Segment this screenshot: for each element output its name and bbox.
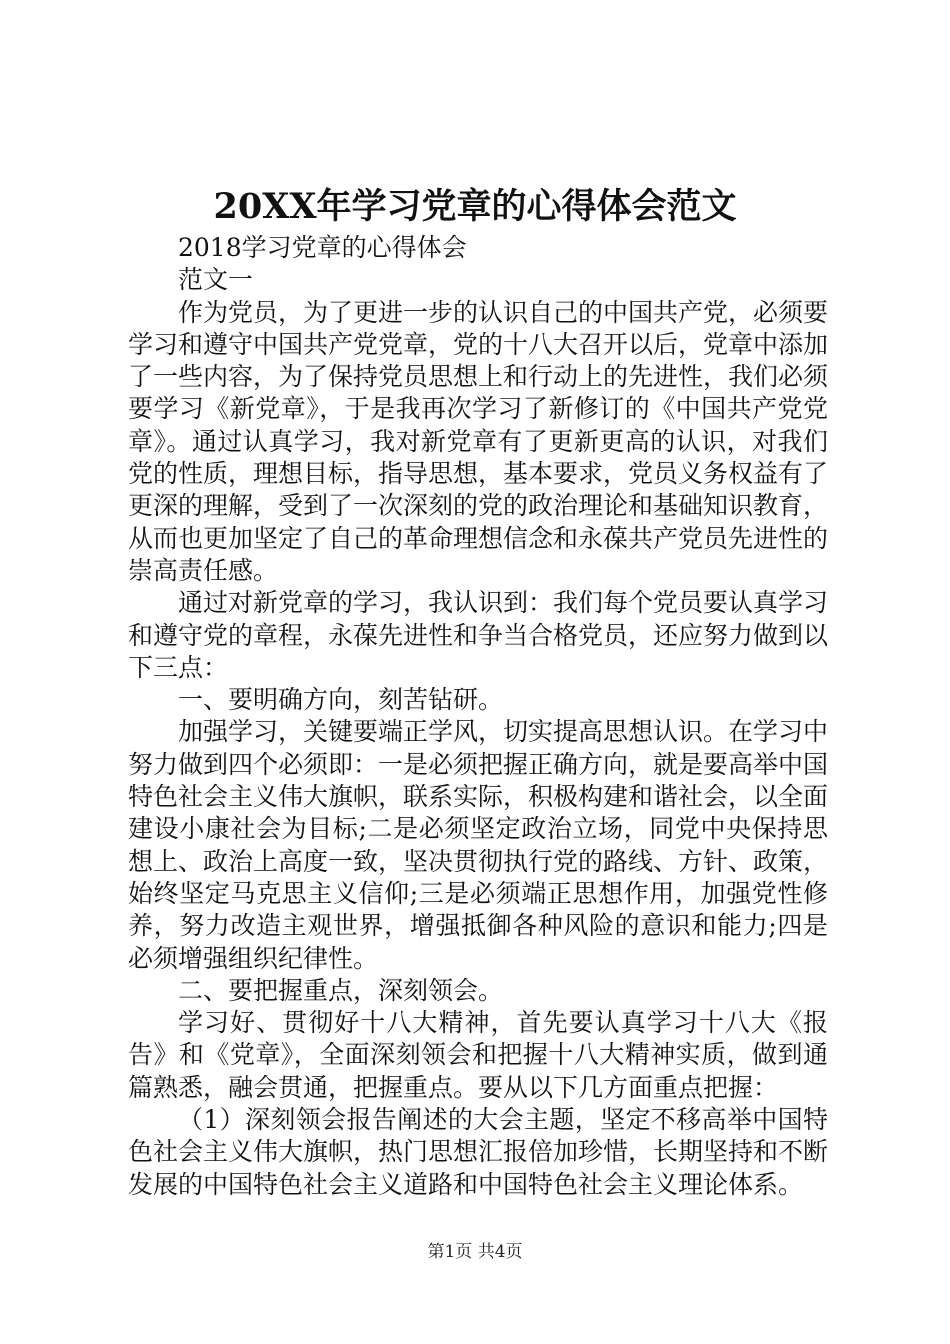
section-label-paragraph: 范文一 — [178, 265, 254, 295]
body-paragraph: （1）深刻领会报告阐述的大会主题，坚定不移高举中国特色社会主义伟大旗帜，热门思想汇报倍加珍惜，长期坚持和不断发展的中国特色社会主义道路和中国特色社会主义理论体系。 — [128, 1105, 829, 1199]
document-title: 20XX年学习党章的心得体会范文 — [213, 186, 737, 227]
section-heading: 二、要把握重点，深刻领会。 — [178, 975, 504, 1005]
body-paragraph: 通过对新党章的学习，我认识到：我们每个党员要认真学习和遵守党的章程，永葆先进性和争当合格党员，还应努力做到以下三点： — [128, 588, 829, 682]
document-body — [128, 232, 828, 1201]
page-number-footer: 第1页 共4页 — [427, 1242, 523, 1262]
section-heading: 一、要明确方向，刻苦钻研。 — [178, 685, 504, 715]
body-paragraph: 作为党员，为了更进一步的认识自己的中国共产党，必须要学习和遵守中国共产党党章，党的十八大召开以后，党章中添加了一些内容，为了保持党员思想上和行动上的先进性，我们必须要学习《新党章》，于是我再次学习了新修订的《中国共产党党章》。通过认真学习，我对新党章有了更新更高的认识，对我们党的性质，理想目标，指导思想，基本要求，党员义务权益有了更深的理解，受到了一次深刻的党的政治理论和基础知识教育，从而也更加坚定了自己的革命理想信念和永葆共产党员先进性的崇高责任感。 — [128, 297, 829, 585]
body-paragraph: 学习好、贯彻好十八大精神，首先要认真学习十八大《报告》和《党章》，全面深刻领会和把握十八大精神实质，做到通篇熟悉，融会贯通，把握重点。要从以下几方面重点把握： — [128, 1008, 828, 1102]
body-paragraph: 加强学习，关键要端正学风，切实提高思想认识。在学习中努力做到四个必须即：一是必须把握正确方向，就是要高举中国特色社会主义伟大旗帜，联系实际，积极构建和谐社会，以全面建设小康社会为目标;二是必须坚定政治立场，同党中央保持思想上、政治上高度一致，坚决贯彻执行党的路线、方针、政策，始终坚定马克思主义信仰;三是必须端正思想作用，加强党性修养，努力改造主观世界，增强抵御各种风险的意识和能力;四是必须增强组织纪律性。 — [128, 717, 829, 973]
subtitle-paragraph: 2018学习党章的心得体会 — [178, 233, 467, 262]
